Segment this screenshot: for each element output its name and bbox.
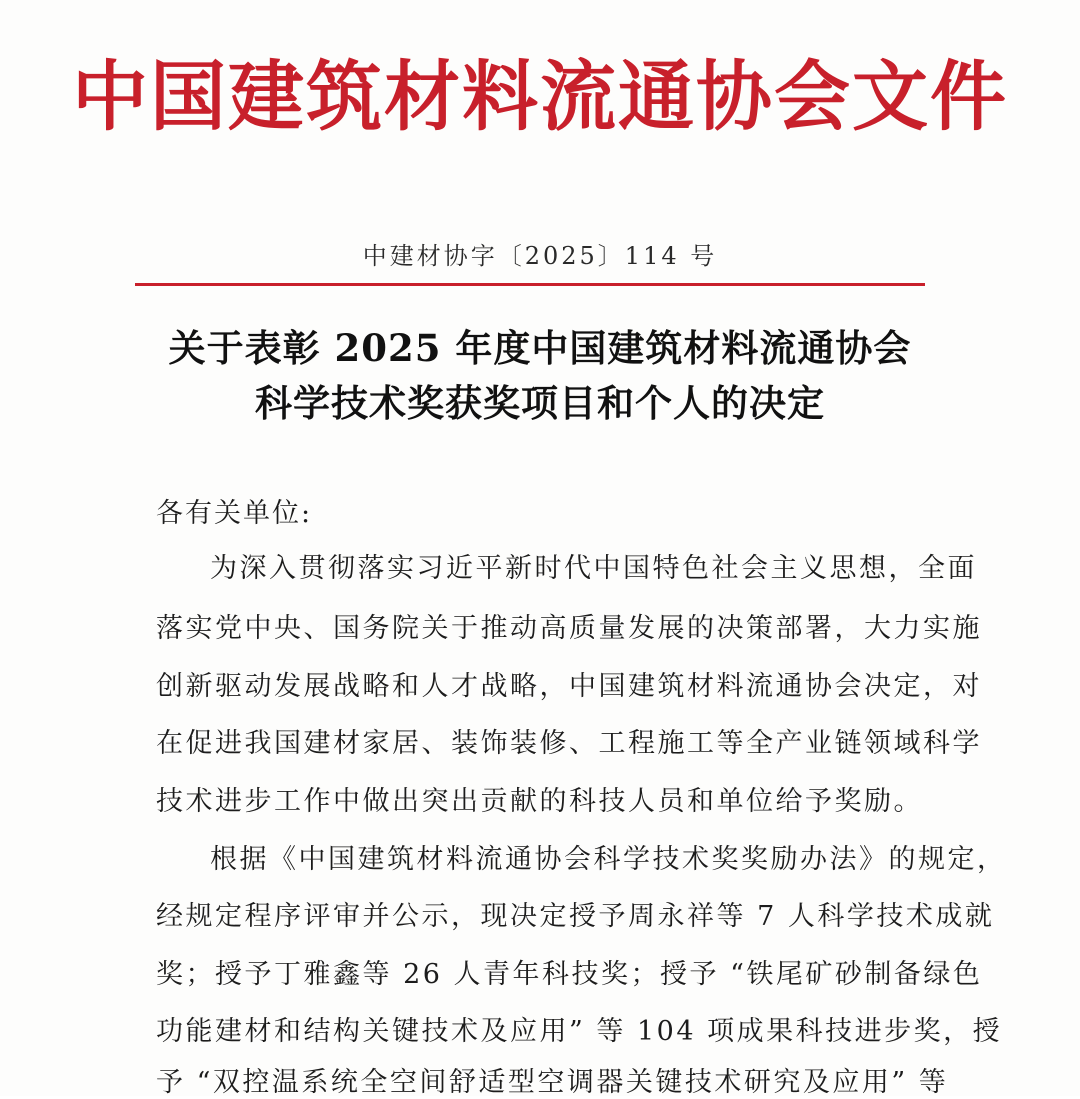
body-paragraph-1-line-5: 技术进步工作中做出突出贡献的科技人员和单位给予奖励。 [156,786,923,817]
salutation: 各有关单位: [156,498,313,529]
body-paragraph-2-line-1: 根据《中国建筑材料流通协会科学技术奖奖励办法》的规定， [210,844,1007,875]
body-paragraph-2-line-5: 予 “双控温系统全空间舒适型空调器关键技术研究及应用” 等 [156,1067,949,1098]
body-paragraph-1-line-2: 落实党中央、国务院关于推动高质量发展的决策部署，大力实施 [156,613,982,644]
body-paragraph-1-line-3: 创新驱动发展战略和人才战略，中国建筑材料流通协会决定，对 [156,671,982,702]
body-paragraph-1-line-4: 在促进我国建材家居、装饰装修、工程施工等全产业链领域科学 [156,728,982,759]
body-paragraph-2-line-3: 奖；授予丁雅鑫等 26 人青年科技奖；授予 “铁尾矿砂制备绿色 [156,959,983,990]
body-paragraph-1-line-1: 为深入贯彻落实习近平新时代中国特色社会主义思想，全面 [210,553,977,584]
red-header-title: 中国建筑材料流通协会文件 [72,52,1008,141]
document-title-line-2: 科学技术奖获奖项目和个人的决定 [255,381,825,425]
body-paragraph-2-line-4: 功能建材和结构关键技术及应用” 等 104 项成果科技进步奖，授 [156,1016,1003,1047]
red-divider-line [135,283,925,286]
document-number: 中建材协字〔2025〕114 号 [362,242,718,270]
document-title-line-1: 关于表彰 2025 年度中国建筑材料流通协会 [168,326,912,370]
body-paragraph-2-line-2: 经规定程序评审并公示，现决定授予周永祥等 7 人科学技术成就 [156,901,995,932]
